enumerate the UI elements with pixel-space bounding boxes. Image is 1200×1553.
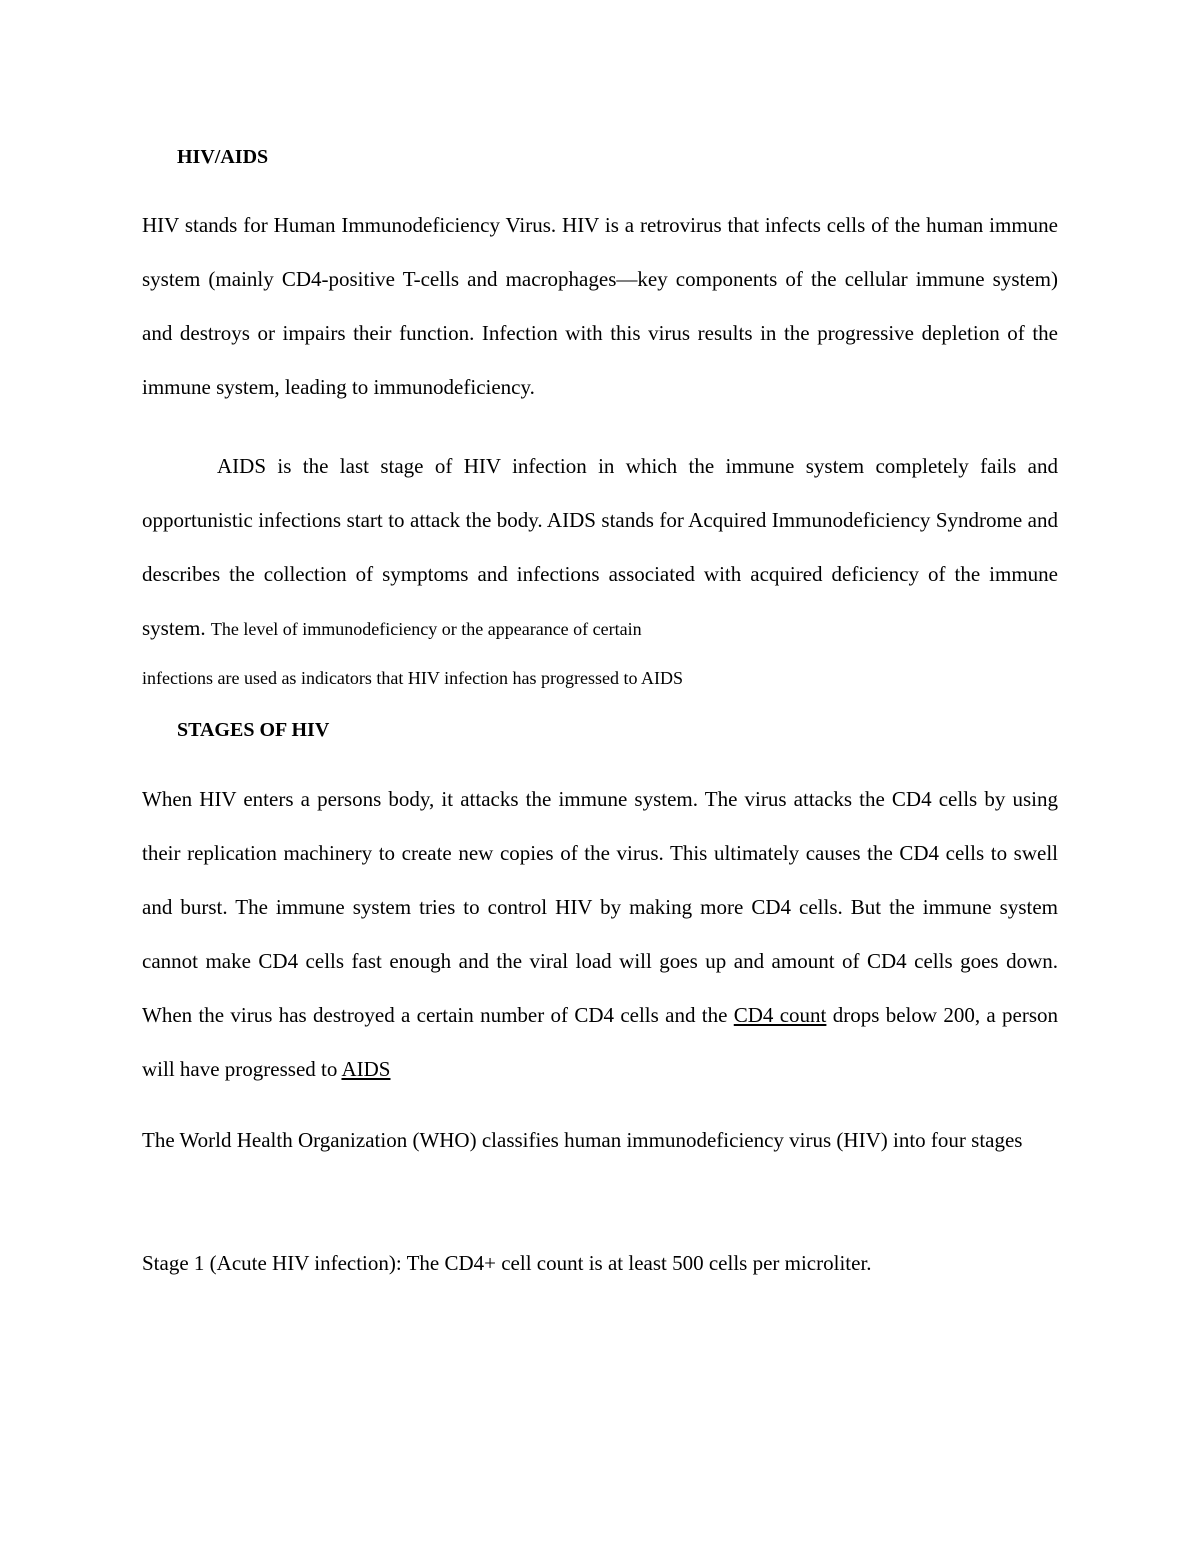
aids-definition-text: AIDS is the last stage of HIV infection in which the immune system completely fails and opportunistic infections start to attack the body. AIDS stands for Acquired Immunodeficiency Syndrome and describes the collection of symptoms and infections associated with acquired deficiency of the immune system. <box>142 454 1058 640</box>
paragraph-hiv-progression <box>142 772 1058 1096</box>
paragraph-who-classification: The World Health Organization (WHO) classifies human immunodeficiency virus (HIV) into four stages <box>142 1128 1023 1152</box>
paragraph-aids-definition <box>142 439 1058 655</box>
paragraph-stage-1: Stage 1 (Acute HIV infection): The CD4+ cell count is at least 500 cells per microliter. <box>142 1251 872 1275</box>
progression-text: When HIV enters a persons body, it attacks the immune system. The virus attacks the CD4 cells by using their replication machinery to create new copies of the virus. This ultimately causes the CD4 cells to swell and burst. The immune system tries to control HIV by making more CD4 cells. But the immune system cannot make CD4 cells fast enough and the viral load will goes up and amount of CD4 cells goes down. When the virus has destroyed a certain number of CD4 cells and the <box>142 787 1058 1027</box>
aids-indicator-last-line: infections are used as indicators that HIV infection has progressed to AIDS <box>142 668 684 688</box>
aids-indicator-text: The level of immunodeficiency or the appearance of certain <box>210 619 642 639</box>
cd4-count-link[interactable]: CD4 count <box>733 1003 827 1027</box>
title-heading: HIV/AIDS <box>177 146 269 168</box>
aids-link[interactable]: AIDS <box>341 1057 391 1081</box>
paragraph-hiv-definition: HIV stands for Human Immunodeficiency Virus. HIV is a retrovirus that infects cells of the human immune system (mainly CD4-positive T-cells and macrophages—key components of the cellular immune system) and destroys or impairs their function. Infection with this virus results in the progressive depletion of the immune system, leading to immunodeficiency. <box>142 213 1058 399</box>
stages-heading: STAGES OF HIV <box>177 719 330 741</box>
progression-text-end: drops below 200, a person will have progressed to <box>142 1003 1059 1081</box>
